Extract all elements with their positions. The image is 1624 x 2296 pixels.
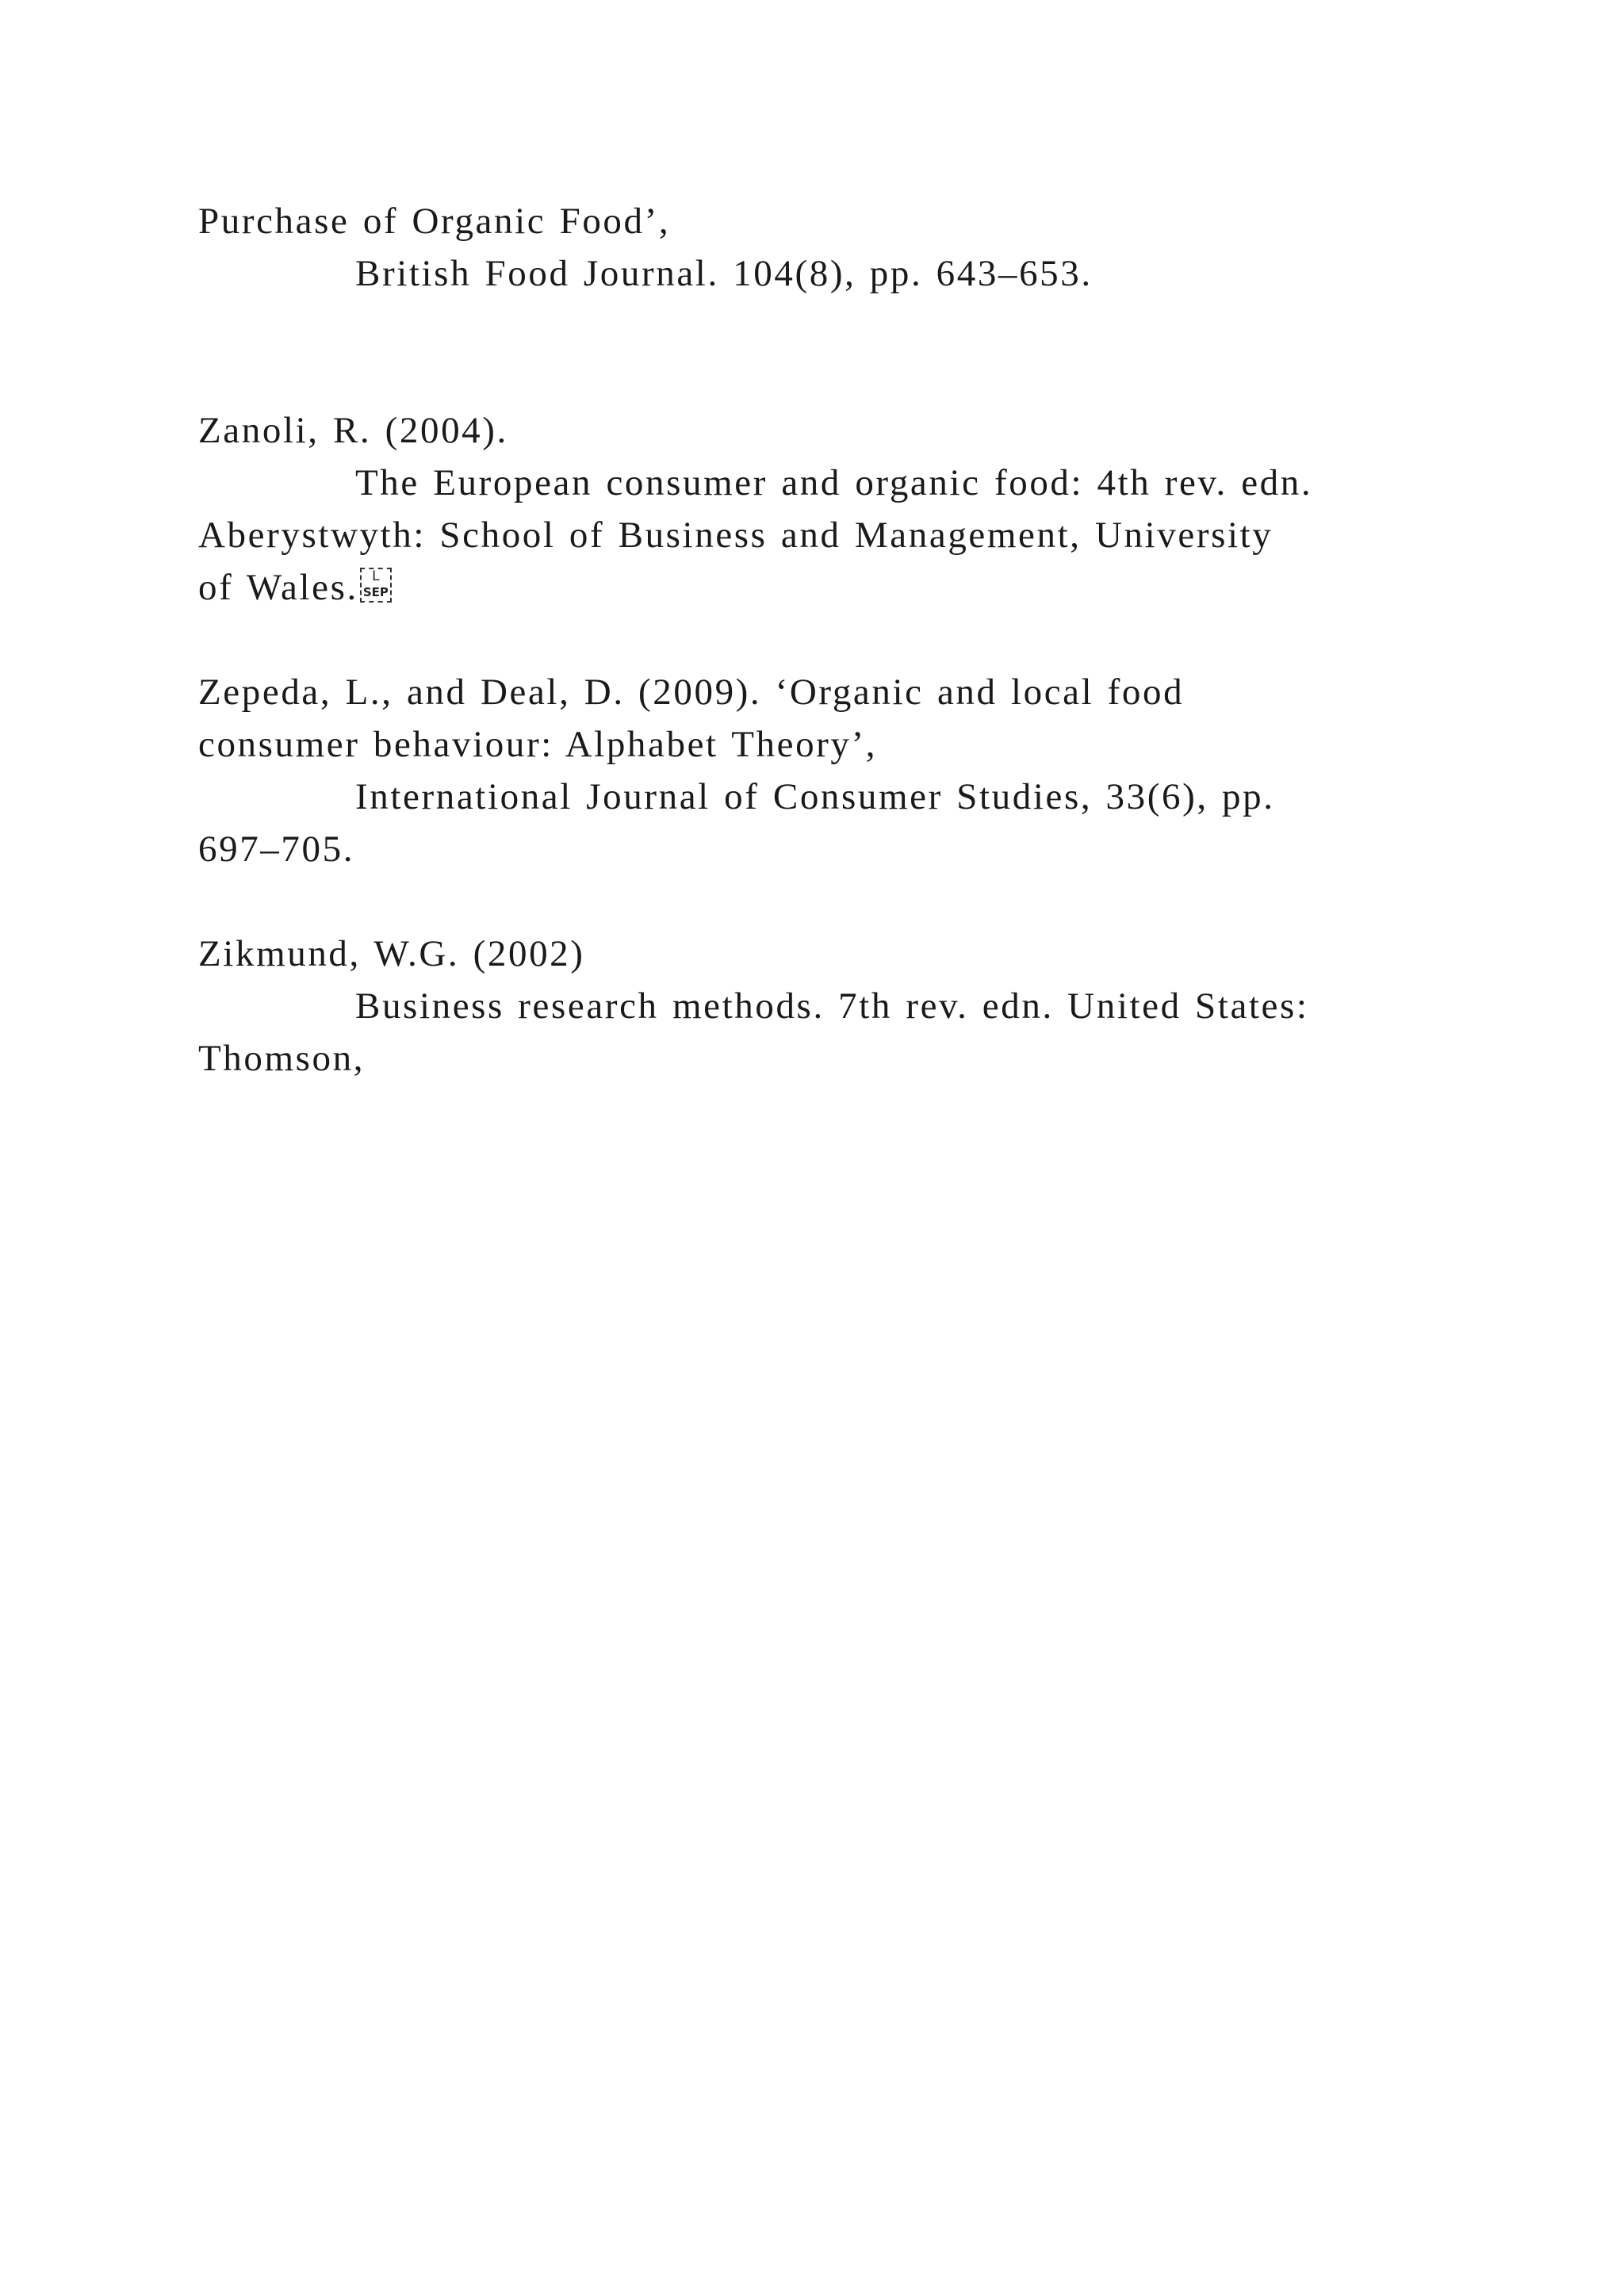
reference-text: Aberystwyth: School of Business and Management, University: [198, 515, 1274, 556]
reference-text-last: [198, 561, 1435, 614]
reference-entry: [198, 404, 1435, 614]
separator-glyph-icon: [360, 568, 395, 604]
reference-text: consumer behaviour: Alphabet Theory’,: [198, 724, 878, 765]
reference-list: [198, 195, 1435, 1085]
spacer: [198, 614, 1435, 666]
separator-glyph-bottom: SEP: [362, 585, 389, 599]
reference-text: Thomson,: [198, 1038, 366, 1079]
reference-text: Purchase of Organic Food’,: [198, 201, 671, 242]
reference-entry: [198, 666, 1435, 875]
reference-author: Zikmund, W.G. (2002): [198, 933, 585, 974]
reference-title: The European consumer and organic food: 4th rev. edn.: [355, 462, 1313, 503]
reference-author: Zepeda, L., and Deal, D. (2009). ‘Organic and local food: [198, 672, 1185, 713]
spacer: [198, 300, 1435, 404]
reference-text: 697–705.: [198, 828, 355, 870]
reference-source: British Food Journal. 104(8), pp. 643–653.: [355, 253, 1093, 294]
reference-entry: [198, 928, 1435, 1085]
reference-title: Business research methods. 7th rev. edn. United States:: [355, 985, 1309, 1027]
reference-entry: [198, 195, 1435, 300]
reference-source: International Journal of Consumer Studies, 33(6), pp.: [355, 776, 1275, 817]
reference-text-end: of Wales.: [198, 567, 358, 608]
reference-author: Zanoli, R. (2004).: [198, 410, 508, 451]
separator-glyph-top: L: [372, 568, 380, 584]
spacer: [198, 875, 1435, 928]
